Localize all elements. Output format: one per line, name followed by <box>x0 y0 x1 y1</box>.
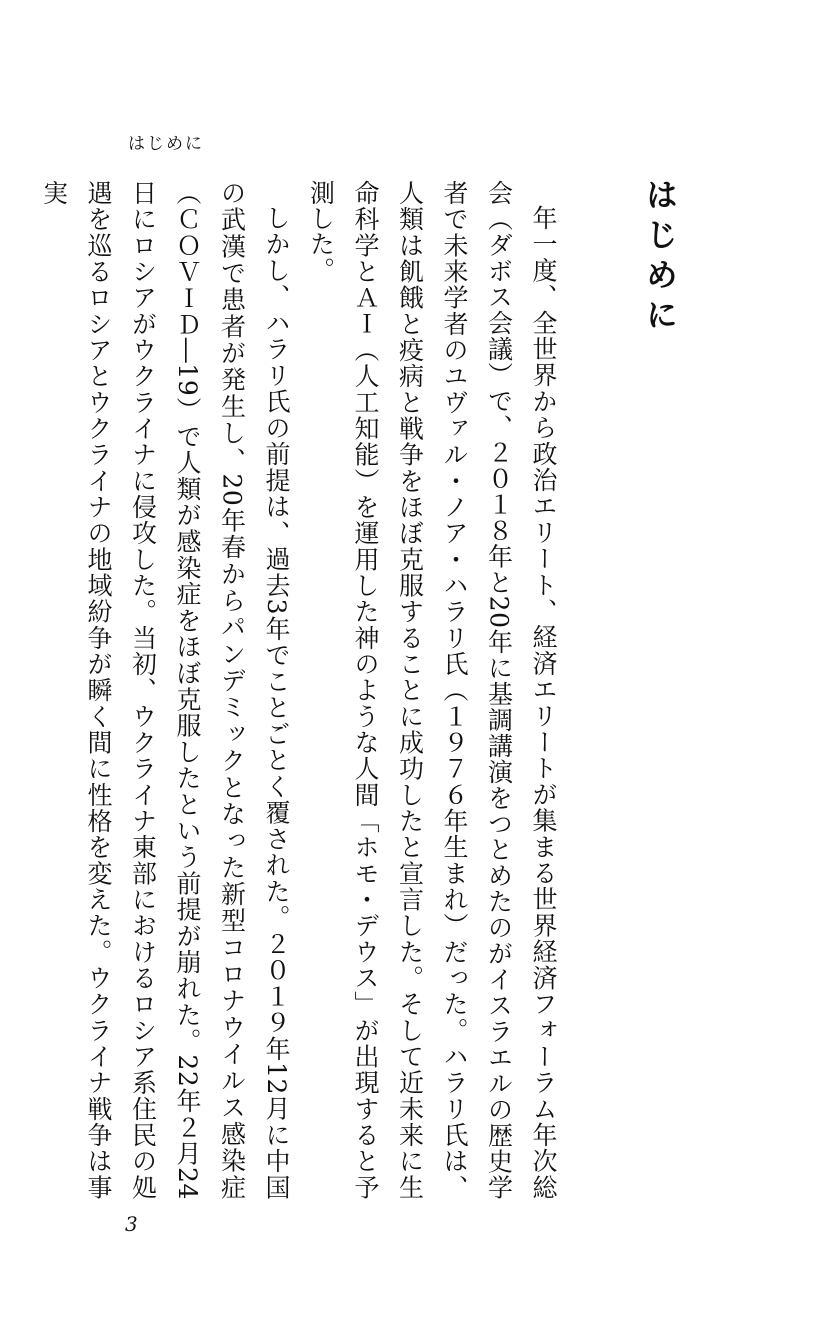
paragraph: しかし、ハラリ氏の前提は、過去3年でことごとく覆された。２０１９年12月に中国の武漢で患者が発生し、20年春からパンデミックとなった新型コロナウイルス感染症（ＣＯＶＩＤ―19）で人類が感染症をほぼ克服したという前提が崩れた。22年２月24日にロシアがウクライナに侵攻した。当初、ウクライナ東部におけるロシア系住民の処遇を巡るロシアとウクライナの地域紛争が瞬く間に性格を変えた。ウクライナ戦争は事実 <box>39 180 291 1200</box>
page-number: 3 <box>125 1212 138 1236</box>
paragraph: 年一度、全世界から政治エリート、経済エリートが集まる世界経済フォーラム年次総会（ダボス会議）で、２０１８年と20年に基調講演をつとめたのがイスラエルの歴史学者で未来学者のユヴァル・ノア・ハラリ氏（１９７６年生まれ）だった。ハラリ氏は、人類は飢餓と疫病と戦争をほぼ克服することに成功したと宣言した。そして近未来に生命科学とＡＩ（人工知能）を運用した神のような人間「ホモ・デウス」が出現すると予測した。 <box>306 180 558 1200</box>
body-text <box>39 180 565 1200</box>
running-head: はじめに <box>128 134 204 154</box>
chapter-title: はじめに <box>641 178 679 338</box>
